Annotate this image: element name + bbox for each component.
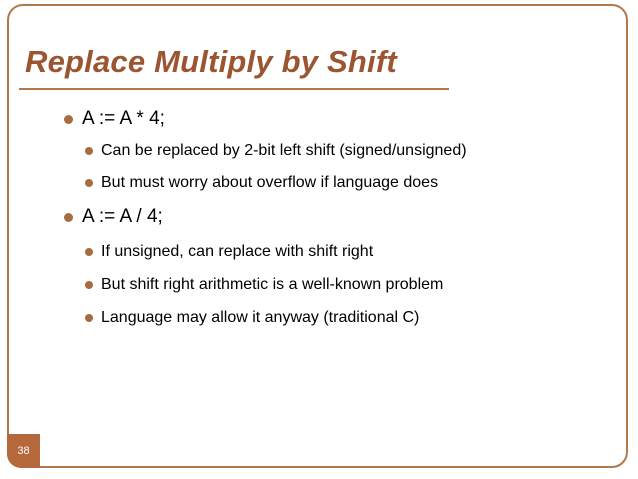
bullet-text: A := A * 4; — [82, 108, 165, 129]
bullet-dot-icon — [85, 281, 93, 289]
bullet-dot-icon — [64, 213, 73, 222]
sub-bullet-text: But must worry about overflow if language does — [101, 174, 439, 191]
sub-bullet-text: If unsigned, can replace with shift right — [101, 243, 374, 260]
sub-bullet-item-1-2 — [85, 174, 438, 192]
sub-bullet-item-1-1 — [85, 142, 467, 160]
title-underline — [19, 88, 449, 90]
sub-bullet-item-2-3 — [85, 309, 419, 327]
bullet-dot-icon — [85, 179, 93, 187]
sub-bullet-text: But shift right arithmetic is a well-known problem — [101, 276, 444, 293]
sub-bullet-item-2-2 — [85, 276, 443, 294]
sub-bullet-text: Can be replaced by 2-bit left shift (signed/unsigned) — [101, 142, 467, 159]
sub-bullet-item-2-1 — [85, 243, 373, 261]
bullet-dot-icon — [64, 115, 73, 124]
bullet-dot-icon — [85, 147, 93, 155]
bullet-item-1 — [64, 108, 165, 130]
sub-bullet-text: Language may allow it anyway (traditional C) — [101, 309, 420, 326]
bullet-item-2 — [64, 206, 163, 228]
slide-number: 38 — [7, 434, 40, 468]
bullet-text: A := A / 4; — [82, 206, 163, 227]
bullet-dot-icon — [85, 248, 93, 256]
bullet-dot-icon — [85, 314, 93, 322]
slide-title: Replace Multiply by Shift — [25, 44, 397, 79]
